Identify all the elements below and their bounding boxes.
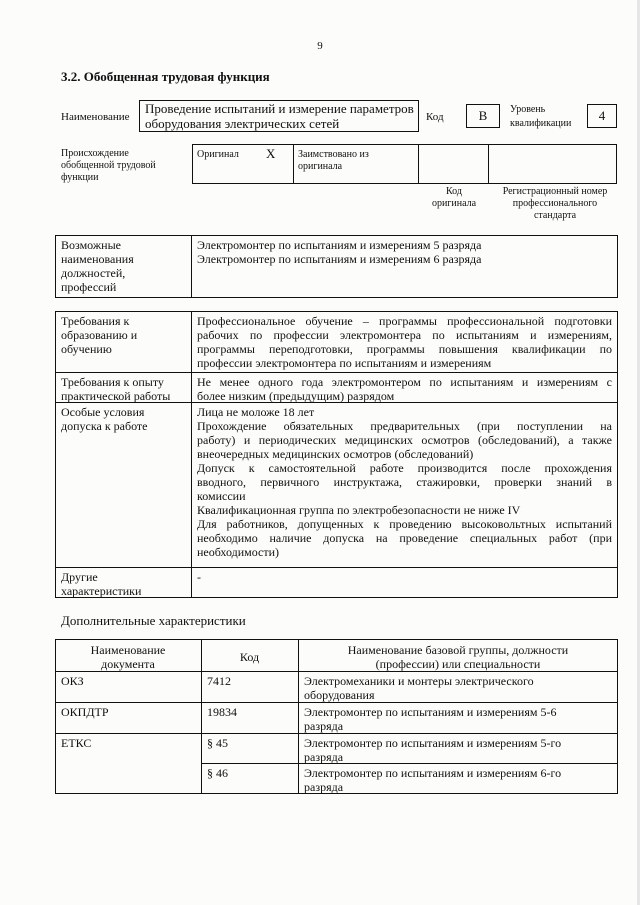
header-code: Код	[239, 650, 260, 664]
other-characteristics-value: -	[197, 570, 201, 584]
origin-label-line2: обобщенной трудовой	[61, 160, 156, 171]
positions-label: Возможные наименования должностей, профессий	[61, 238, 134, 294]
special-conditions-label: Особые условия допуска к работе	[61, 405, 148, 433]
borrowed-label-line2: оригинала	[298, 161, 343, 172]
education-label: Требования к образованию и обучению	[61, 314, 138, 356]
code-value: B	[466, 104, 500, 128]
level-value: 4	[587, 104, 617, 128]
function-name-line2: оборудования электрических сетей	[145, 116, 340, 131]
position-item: Электромонтер по испытаниям и измерениям 6 разряда	[197, 252, 482, 266]
education-value: Профессиональное обучение – программы профессиональной подготовки рабочих по профессии электромонтера по испытаниям и измерениям, программы переподготовки, программы повышения квалификации по профессии электромонтера по испытаниям и измерениям	[197, 314, 612, 370]
positions-values	[197, 238, 481, 266]
row-doc: ОКЗ	[61, 674, 84, 688]
function-name-box	[139, 100, 419, 132]
row-name: Электромонтер по испытаниям и измерениям 5-го разряда	[304, 736, 562, 764]
origin-label-line3: функции	[61, 172, 99, 183]
origin-box	[192, 144, 617, 184]
row-code: § 45	[207, 736, 228, 750]
reg-number-caption-line3: стандарта	[533, 210, 577, 221]
level-label-line1: Уровень	[510, 104, 546, 115]
reg-number-caption-line2: профессионального	[512, 198, 598, 209]
code-original-caption-line1: Код	[446, 186, 462, 197]
row-doc: ЕТКС	[61, 736, 92, 750]
header-document: Наименование документа	[90, 643, 166, 671]
row-code: 19834	[207, 705, 237, 719]
name-label: Наименование	[61, 111, 130, 123]
row-name: Электромонтер по испытаниям и измерениям 6-го разряда	[304, 766, 562, 794]
row-doc: ОКПДТР	[61, 705, 109, 719]
function-name-line1: Проведение испытаний и измерение параметров	[145, 101, 414, 116]
code-label: Код	[426, 111, 444, 123]
borrowed-label-line1: Заимствовано из	[298, 149, 369, 160]
row-name: Электромонтер по испытаниям и измерениям 5-6 разряда	[304, 705, 557, 733]
row-code: § 46	[207, 766, 228, 780]
header-name: Наименование базовой группы, должности (профессии) или специальности	[347, 643, 569, 671]
level-label-line2: квалификации	[510, 118, 572, 129]
original-mark: X	[266, 146, 276, 161]
experience-value: Не менее одного года электромонтером по испытаниям и измерениям с более низким (предыдущим) разрядом	[197, 375, 612, 403]
original-label: Оригинал	[197, 149, 239, 160]
position-item: Электромонтер по испытаниям и измерениям 5 разряда	[197, 238, 482, 252]
section-heading: 3.2. Обобщенная трудовая функция	[61, 69, 270, 84]
reg-number-caption-line1: Регистрационный номер	[502, 186, 608, 197]
row-name: Электромеханики и монтеры электрического оборудования	[304, 674, 534, 702]
origin-label-line1: Происхождение	[61, 148, 129, 159]
experience-label: Требования к опыту практической работы	[61, 375, 171, 403]
row-code: 7412	[207, 674, 231, 688]
other-characteristics-label: Другие характеристики	[61, 570, 142, 598]
code-original-caption-line2: оригинала	[431, 198, 477, 209]
special-conditions-value: Лица не моложе 18 лет Прохождение обязательных предварительных (при поступлении на работу) и периодических медицинских осмотров (обследований), а также внеочередных медицинских осмотров (обследований) Допуск к самостоятельной работе производится после прохождения вводного, первичного инструктажа, стажировки, проверки знаний в комиссии Квалификационная группа по электробезопасности не ниже IV Для работников, допущенных к проведению высоковольтных испытаний необходимо наличие допуска на проведение специальных работ (при необходимости)	[197, 405, 612, 559]
page-number: 9	[317, 40, 323, 52]
additional-title: Дополнительные характеристики	[61, 613, 246, 628]
